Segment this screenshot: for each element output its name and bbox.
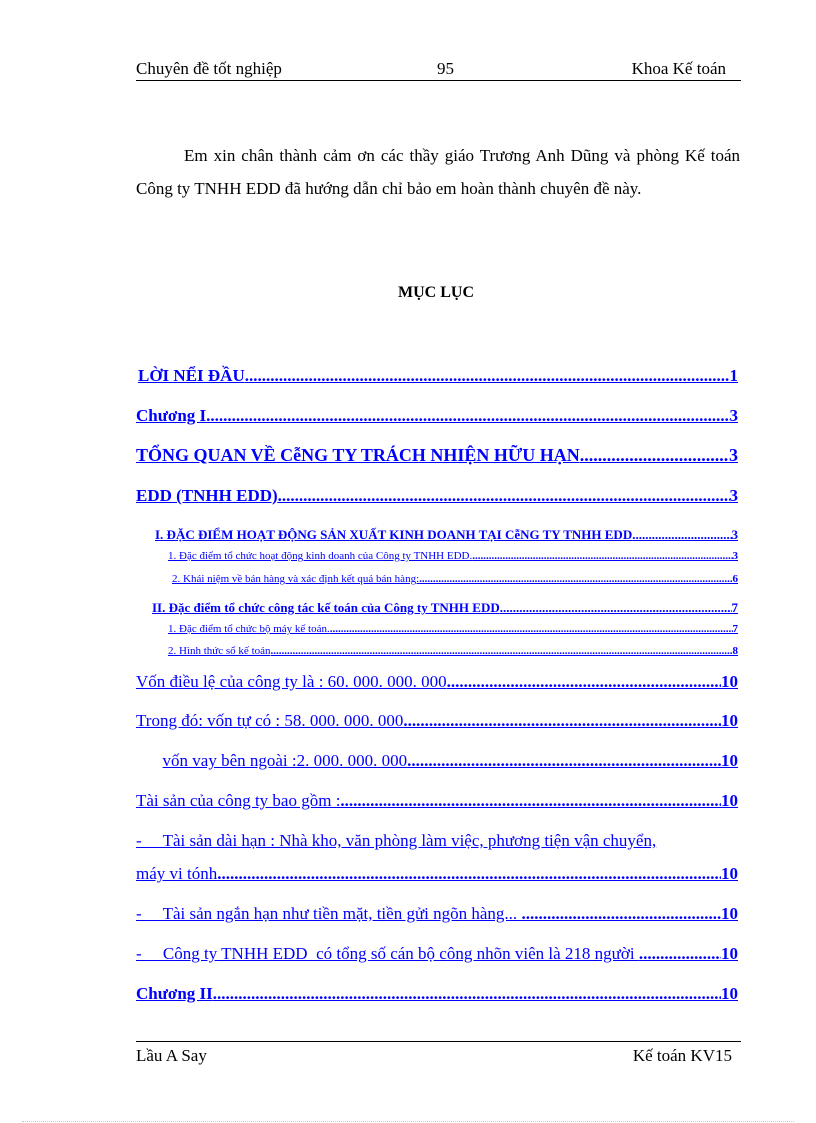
toc-entry-text: - Tài sản dài hạn : Nhà kho, văn phòng làm việc, phương tiện vận chuyển, [136, 831, 657, 850]
toc-entry-text: I. ĐẶC ĐIỂM HOẠT ĐỘNG SẢN XUẤT KINH DOANH TẠI CễNG TY TNHH EDD [155, 527, 633, 542]
acknowledgement-paragraph [136, 139, 740, 205]
toc-entry-text: EDD (TNHH EDD) [136, 486, 278, 505]
toc-leader [271, 645, 733, 657]
toc-entry-page: 1 [729, 366, 738, 385]
acknowledgement-text: Em xin chân thành cảm ơn các thầy giáo Trương Anh Dũng và phòng Kế toán Công ty TNHH EDD đã hướng dẫn chỉ bảo em hoàn thành chuyên đề này. [136, 146, 740, 198]
toc-entry-text: Vốn điều lệ của công ty là : 60. 000. 000. 000 [136, 672, 447, 691]
toc-entry[interactable] [168, 645, 738, 657]
page-footer [136, 1045, 740, 1067]
toc-entry-page: 3 [729, 406, 738, 425]
toc-entry-page: 10 [721, 711, 738, 730]
toc-entry-page: 8 [732, 645, 738, 657]
toc-entry-page: 3 [729, 486, 738, 505]
toc-leader [521, 904, 721, 924]
toc-entry[interactable] [152, 600, 738, 616]
toc-leader [500, 600, 732, 616]
footer-right: Kế toán KV15 [632, 1046, 732, 1065]
toc-entry[interactable] [155, 527, 738, 543]
toc-entry[interactable] [138, 366, 738, 386]
toc-entry[interactable] [136, 751, 738, 771]
toc-entry-page: 3 [731, 527, 738, 542]
toc-entry-text: TỔNG QUAN VỀ CễNG TY TRÁCH NHIỆN HỮU HẠN [136, 445, 580, 465]
toc-leader [407, 751, 721, 771]
page-number: 95 [437, 59, 454, 78]
toc-entry-page: 10 [721, 751, 738, 770]
toc-leader [639, 944, 721, 964]
toc-entry-text: 2. Hình thức sổ kế toán [168, 645, 271, 657]
toc-entry-text: II. Đặc điểm tổ chức công tác kế toán của Công ty TNHH EDD [152, 600, 500, 615]
toc-entry[interactable] [136, 791, 738, 811]
toc-leader [245, 366, 730, 386]
toc-entry[interactable] [136, 984, 738, 1004]
toc-entry-page: 3 [732, 550, 738, 562]
toc-entry-text: 1. Đặc điểm tổ chức bộ máy kế toán. [168, 623, 330, 635]
header-left: Chuyên đề tốt nghiệp [136, 59, 282, 78]
toc-entry-page: 6 [732, 573, 738, 585]
footer-left: Lầu A Say [136, 1046, 207, 1065]
toc-entry-page: 7 [731, 600, 738, 615]
toc-entry-text: Tài sản của công ty bao gồm : [136, 791, 341, 810]
toc-entry[interactable] [168, 623, 738, 635]
toc-entry[interactable] [136, 864, 738, 884]
toc-entry-page: 7 [732, 623, 738, 635]
toc-entry[interactable] [172, 573, 738, 585]
toc-leader [340, 791, 721, 811]
toc-leader [278, 486, 730, 506]
toc-entry[interactable] [136, 486, 738, 506]
toc-entry-page: 10 [721, 904, 738, 923]
toc-entry[interactable] [136, 406, 738, 426]
toc-entry-text: Chương II [136, 984, 213, 1003]
toc-entry-page: 3 [729, 445, 738, 465]
page-header [136, 58, 740, 80]
toc-entry-text: LỜI NỂI ĐẦU [138, 366, 245, 385]
toc-entry-page: 10 [721, 791, 738, 810]
toc-entry[interactable] [136, 711, 738, 731]
toc-entry-text: 2. Khái niệm về bán hàng và xác định kết quả bán hàng: [172, 573, 420, 585]
toc-entry-page: 10 [721, 864, 738, 883]
toc-entry-text: 1. Đặc điểm tổ chức hoạt động kinh doanh của Công ty TNHH EDD. [168, 550, 473, 562]
toc-leader [580, 445, 729, 466]
toc-leader [447, 672, 721, 692]
toc-entry[interactable] [136, 831, 738, 851]
toc-leader [419, 573, 732, 585]
toc-leader [217, 864, 721, 884]
toc-entry-text: - Công ty TNHH EDD có tổng số cán bộ công nhõn viên là 218 người [136, 944, 639, 963]
header-right: Khoa Kế toán [631, 59, 726, 78]
toc-entry[interactable] [136, 904, 738, 924]
toc-entry-text: máy vi tónh [136, 864, 218, 883]
toc-entry[interactable] [136, 944, 738, 964]
footer-rule [136, 1041, 741, 1042]
toc-leader [330, 623, 733, 635]
page-edge [22, 1121, 794, 1122]
header-rule [136, 80, 741, 81]
toc-entry[interactable] [136, 445, 738, 466]
toc-title: MỤC LỤC [398, 284, 474, 301]
toc-entry-page: 10 [721, 984, 738, 1003]
toc-leader [632, 527, 731, 543]
toc-leader [472, 550, 732, 562]
toc-entry-text: Chương I [136, 406, 207, 425]
toc-entry-text: vốn vay bên ngoài :2. 000. 000. 000 [162, 751, 408, 770]
toc-leader [206, 406, 729, 426]
toc-leader [403, 711, 721, 731]
toc-entry-page: 10 [721, 672, 738, 691]
toc-entry[interactable] [168, 550, 738, 562]
toc-entry-text: - Tài sản ngắn hạn như tiền mặt, tiền gửi ngõn hàng... [136, 904, 522, 923]
toc-entry[interactable] [136, 672, 738, 692]
toc-entry-text: Trong đó: vốn tự có : 58. 000. 000. 000 [136, 711, 404, 730]
toc-leader [213, 984, 721, 1004]
toc-entry-page: 10 [721, 944, 738, 963]
